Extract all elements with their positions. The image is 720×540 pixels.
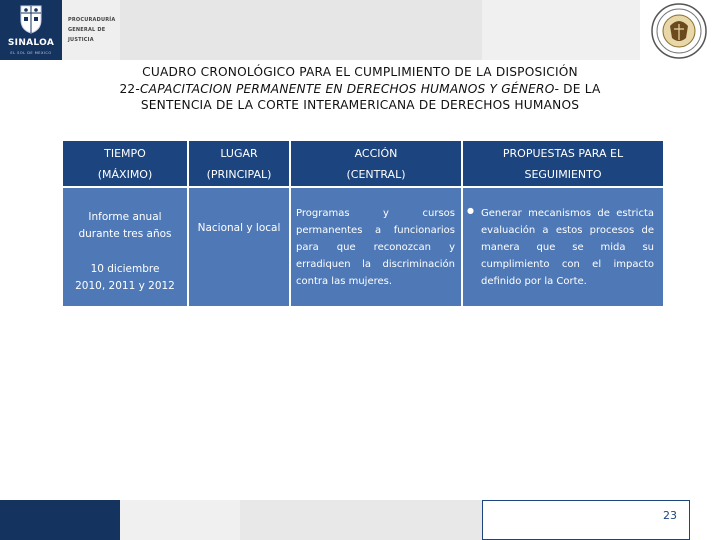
header-text: (PRINCIPAL) (206, 168, 272, 181)
header-text: (MÁXIMO) (97, 168, 153, 181)
column-header-propuestas (463, 141, 663, 186)
title-suffix: DE LA (559, 81, 601, 96)
cell-text: Generar mecanismos de estricta evaluación a estos procesos de manera que se mida su cumplimiento con el impacto definido por la Corte. (481, 208, 654, 287)
cell-tiempo (63, 188, 187, 306)
bullet-icon: ● (467, 206, 474, 215)
header-text: TIEMPO (104, 147, 146, 160)
page-number-box (482, 500, 690, 540)
header-text: (CENTRAL) (346, 168, 406, 181)
header-text: LUGAR (220, 147, 258, 160)
org-line: PROCURADURÍA (68, 17, 116, 23)
logo-text: SINALOA (7, 38, 55, 48)
footer-band (0, 500, 120, 540)
cell-text: Programas y cursos permanentes a funcionarios para que reconozcan y erradiquen la discriminación contra las mujeres. (296, 208, 455, 287)
title-line: SENTENCIA DE LA CORTE INTERAMERICANA DE DERECHOS HUMANOS (140, 98, 580, 112)
document-title (70, 64, 650, 114)
cell-propuesta (463, 188, 663, 306)
header-text: SEGUIMIENTO (524, 168, 602, 181)
organization-name (62, 0, 120, 60)
cell-text: 2010, 2011 y 2012 (75, 280, 175, 292)
title-italic: CAPACITACION PERMANENTE EN DERECHOS HUMANOS Y GÉNERO- (139, 81, 560, 96)
coat-of-arms-icon (18, 4, 44, 34)
header-text: ACCIÓN (354, 147, 398, 160)
column-header-lugar (189, 141, 289, 186)
title-line (70, 81, 650, 98)
cell-text: 10 diciembre (90, 263, 160, 275)
column-header-tiempo (63, 141, 187, 186)
title-prefix: 22- (119, 81, 140, 96)
title-line: CUADRO CRONOLÓGICO PARA EL CUMPLIMIENTO DE LA DISPOSICIÓN (142, 65, 578, 79)
institution-seal-icon (650, 2, 708, 60)
cell-text: durante tres años (78, 228, 172, 240)
header-band (482, 0, 640, 60)
header-text: PROPUESTAS PARA EL (502, 147, 624, 160)
header-band (120, 0, 482, 60)
footer-band (240, 500, 482, 540)
footer-band (120, 500, 240, 540)
cell-text: Nacional y local (197, 222, 281, 234)
cell-text: Informe anual (88, 211, 162, 223)
column-header-accion (291, 141, 461, 186)
logo-subtext: EL SOL DE MEXICO (10, 51, 52, 55)
org-line: JUSTICIA (68, 37, 94, 43)
org-line: GENERAL DE (68, 27, 106, 33)
cell-lugar (189, 188, 289, 306)
cell-accion (291, 188, 461, 306)
sinaloa-logo (0, 0, 62, 60)
page-number: 23 (663, 509, 677, 522)
